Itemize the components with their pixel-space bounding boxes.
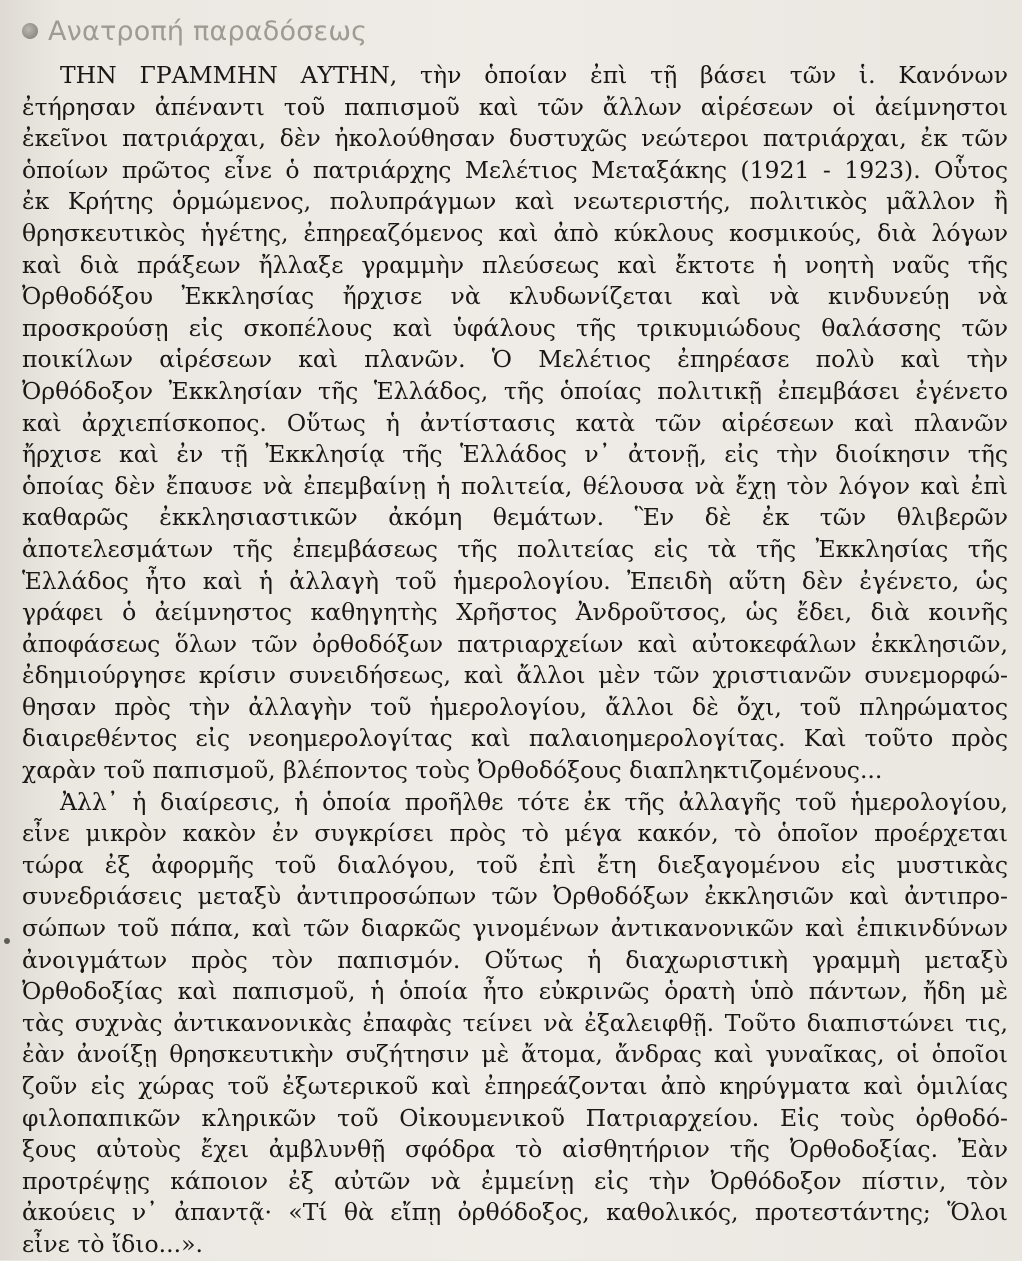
text-line: ἀποτελεσμάτων τῆς ἐπεμβάσεως τῆς πολιτείας εἰς τὰ τῆς Ἐκκλησίας τῆς	[22, 534, 1008, 563]
text-line: συνεδριάσεις μεταξὺ ἀντιπροσώπων τῶν Ὀρθοδόξων ἐκκλησιῶν καὶ ἀντιπρο-	[22, 882, 1008, 911]
text-line: ἤρχισε καὶ ἐν τῇ Ἐκκλησίᾳ τῆς Ἑλλάδος ν᾽ ἀτονῇ, εἰς τὴν διοίκησιν τῆς	[22, 440, 1008, 469]
text-line: ἀποφάσεως ὅλων τῶν ὀρθοδόξων πατριαρχείων καὶ αὐτοκεφάλων ἐκκλησιῶν,	[22, 629, 1008, 658]
text-line: γράφει ὁ ἀείμνηστος καθηγητὴς Χρῆστος Ἀνδροῦτσος, ὡς ἔδει, διὰ κοινῆς	[22, 598, 1008, 627]
text-line: Ὀρθόδοξον Ἐκκλησίαν τῆς Ἑλλάδος, τῆς ὁποίας πολιτικῇ ἐπεμβάσει ἐγένετο	[22, 376, 1008, 405]
text-line: τὰς συχνὰς ἀντικανονικὰς ἐπαφὰς τείνει νὰ ἐξαλειφθῇ. Τοῦτο διαπιστώνει τις,	[22, 1008, 1008, 1037]
text-line: Ἑλλάδος ἦτο καὶ ἡ ἀλλαγὴ τοῦ ἡμερολογίου. Ἐπειδὴ αὕτη δὲν ἐγένετο, ὡς	[22, 566, 1008, 595]
text-line: ἐτήρησαν ἀπέναντι τοῦ παπισμοῦ καὶ τῶν ἄλλων αἱρέσεων οἱ ἀείμνηστοι	[22, 92, 1008, 121]
text-line: θησαν πρὸς τὴν ἀλλαγὴν τοῦ ἡμερολογίου, ἄλλοι δὲ ὄχι, τοῦ πληρώματος	[22, 692, 1008, 721]
text-line: καὶ ἀρχιεπίσκοπος. Οὕτως ἡ ἀντίστασις κατὰ τῶν αἱρέσεων καὶ πλανῶν	[22, 408, 1008, 437]
text-line: καὶ διὰ πράξεων ἤλλαξε γραμμὴν πλεύσεως καὶ ἔκτοτε ἡ νοητὴ ναῦς τῆς	[22, 250, 1008, 279]
text-line: διαιρεθέντος εἰς νεοημερολογίτας καὶ παλαιοημερολογίτας. Καὶ τοῦτο πρὸς	[22, 724, 1008, 753]
section-heading-text: Ανατροπή παραδόσεως	[48, 15, 368, 47]
text-line: ὁποίας δὲν ἔπαυσε νὰ ἐπεμβαίνῃ ἡ πολιτεία, θέλουσα νὰ ἔχῃ τὸν λόγον καὶ ἐπὶ	[22, 471, 1008, 500]
text-line: ἀνοιγμάτων πρὸς τὸν παπισμόν. Οὕτως ἡ διαχωριστικὴ γραμμὴ μεταξὺ	[22, 945, 1008, 974]
bullet-icon	[22, 23, 38, 39]
text-line: σώπων τοῦ πάπα, καὶ τῶν διαρκῶς γινομένων ἀντικανονικῶν καὶ ἐπικινδύνων	[22, 914, 1008, 943]
text-line: Ἀλλ᾽ ἡ διαίρεσις, ἡ ὁποία προῆλθε τότε ἐκ τῆς ἀλλαγῆς τοῦ ἡμερολογίου,	[60, 787, 1008, 816]
text-line: ὁποίων πρῶτος εἶνε ὁ πατριάρχης Μελέτιος Μεταξάκης (1921 - 1923). Οὗτος	[22, 155, 1008, 184]
text-line: ἐδημιούργησε κρίσιν συνειδήσεως, καὶ ἄλλοι μὲν τῶν χριστιανῶν συνεμορφώ-	[22, 661, 1008, 690]
text-line: ἀκούεις ν᾽ ἀπαντᾷ· «Τί θὰ εἴπῃ ὀρθόδοξος, καθολικός, προτεστάντης; Ὅλοι	[22, 1198, 1008, 1227]
text-line: ἐὰν ἀνοίξῃ θρησκευτικὴν συζήτησιν μὲ ἄτομα, ἄνδρας καὶ γυναῖκας, οἱ ὁποῖοι	[22, 1040, 1008, 1069]
text-line: καθαρῶς ἐκκλησιαστικῶν ἀκόμη θεμάτων. Ἓν δὲ ἐκ τῶν θλιβερῶν	[22, 503, 1008, 532]
text-line: Ὀρθοδοξίας καὶ παπισμοῦ, ἡ ὁποία ἦτο εὐκρινῶς ὁρατὴ ὑπὸ πάντων, ἤδη μὲ	[22, 977, 1008, 1006]
text-line: ποικίλων αἱρέσεων καὶ πλανῶν. Ὁ Μελέτιος ἐπηρέασε πολὺ καὶ τὴν	[22, 345, 1008, 374]
text-line: ἐκ Κρήτης ὁρμώμενος, πολυπράγμων καὶ νεωτεριστής, πολιτικὸς μᾶλλον ἢ	[22, 187, 1008, 216]
paragraph-1	[22, 60, 1008, 787]
section-heading	[22, 14, 367, 48]
text-line: ζοῦν εἰς χώρας τοῦ ἐξωτερικοῦ καὶ ἐπηρεάζονται ἀπὸ κηρύγματα καὶ ὁμιλίας	[22, 1072, 1008, 1100]
text-line: ξους αὐτοὺς ἔχει ἀμβλυνθῇ σφόδρα τὸ αἰσθητήριον τῆς Ὀρθοδοξίας. Ἐὰν	[22, 1135, 1008, 1164]
text-line: φιλοπαπικῶν κληρικῶν τοῦ Οἰκουμενικοῦ Πατριαρχείου. Εἰς τοὺς ὀρθοδό-	[22, 1103, 1008, 1132]
text-line: θρησκευτικὸς ἡγέτης, ἐπηρεαζόμενος καὶ ἀπὸ κύκλους κοσμικούς, διὰ λόγων	[22, 218, 1008, 247]
text-line: χαρὰν τοῦ παπισμοῦ, βλέποντος τοὺς Ὀρθοδόξους διαπληκτιζομένους...	[22, 756, 883, 785]
text-line: εἶνε μικρὸν κακὸν ἐν συγκρίσει πρὸς τὸ μέγα κακόν, τὸ ὁποῖον προέρχεται	[22, 819, 1008, 848]
margin-dot-icon	[4, 938, 10, 944]
text-line: προσκρούσῃ εἰς σκοπέλους καὶ ὑφάλους τῆς τρικυμιώδους θαλάσσης τῶν	[22, 313, 1008, 342]
text-line: τώρα ἐξ ἀφορμῆς τοῦ διαλόγου, τοῦ ἐπὶ ἔτη διεξαγομένου εἰς μυστικὰς	[22, 850, 1008, 879]
text-line: ἐκεῖνοι πατριάρχαι, δὲν ἠκολούθησαν δυστυχῶς νεώτεροι πατριάρχαι, ἐκ τῶν	[22, 124, 1008, 153]
paragraph-2	[22, 787, 1008, 1261]
text-line: προτρέψῃς κάποιον ἐξ αὐτῶν νὰ ἐμμείνῃ εἰς τὴν Ὀρθόδοξον πίστιν, τὸν	[22, 1166, 1008, 1195]
article-body	[22, 60, 1008, 1261]
text-line: εἶνε τὸ ἴδιο...».	[22, 1229, 203, 1258]
text-line: ΤΗΝ ΓΡΑΜΜΗΝ ΑΥΤΗΝ, τὴν ὁποίαν ἐπὶ τῇ βάσει τῶν ἱ. Κανόνων	[60, 61, 1008, 89]
text-line: Ὀρθοδόξου Ἐκκλησίας ἤρχισε νὰ κλυδωνίζεται καὶ νὰ κινδυνεύῃ νὰ	[22, 282, 1008, 311]
